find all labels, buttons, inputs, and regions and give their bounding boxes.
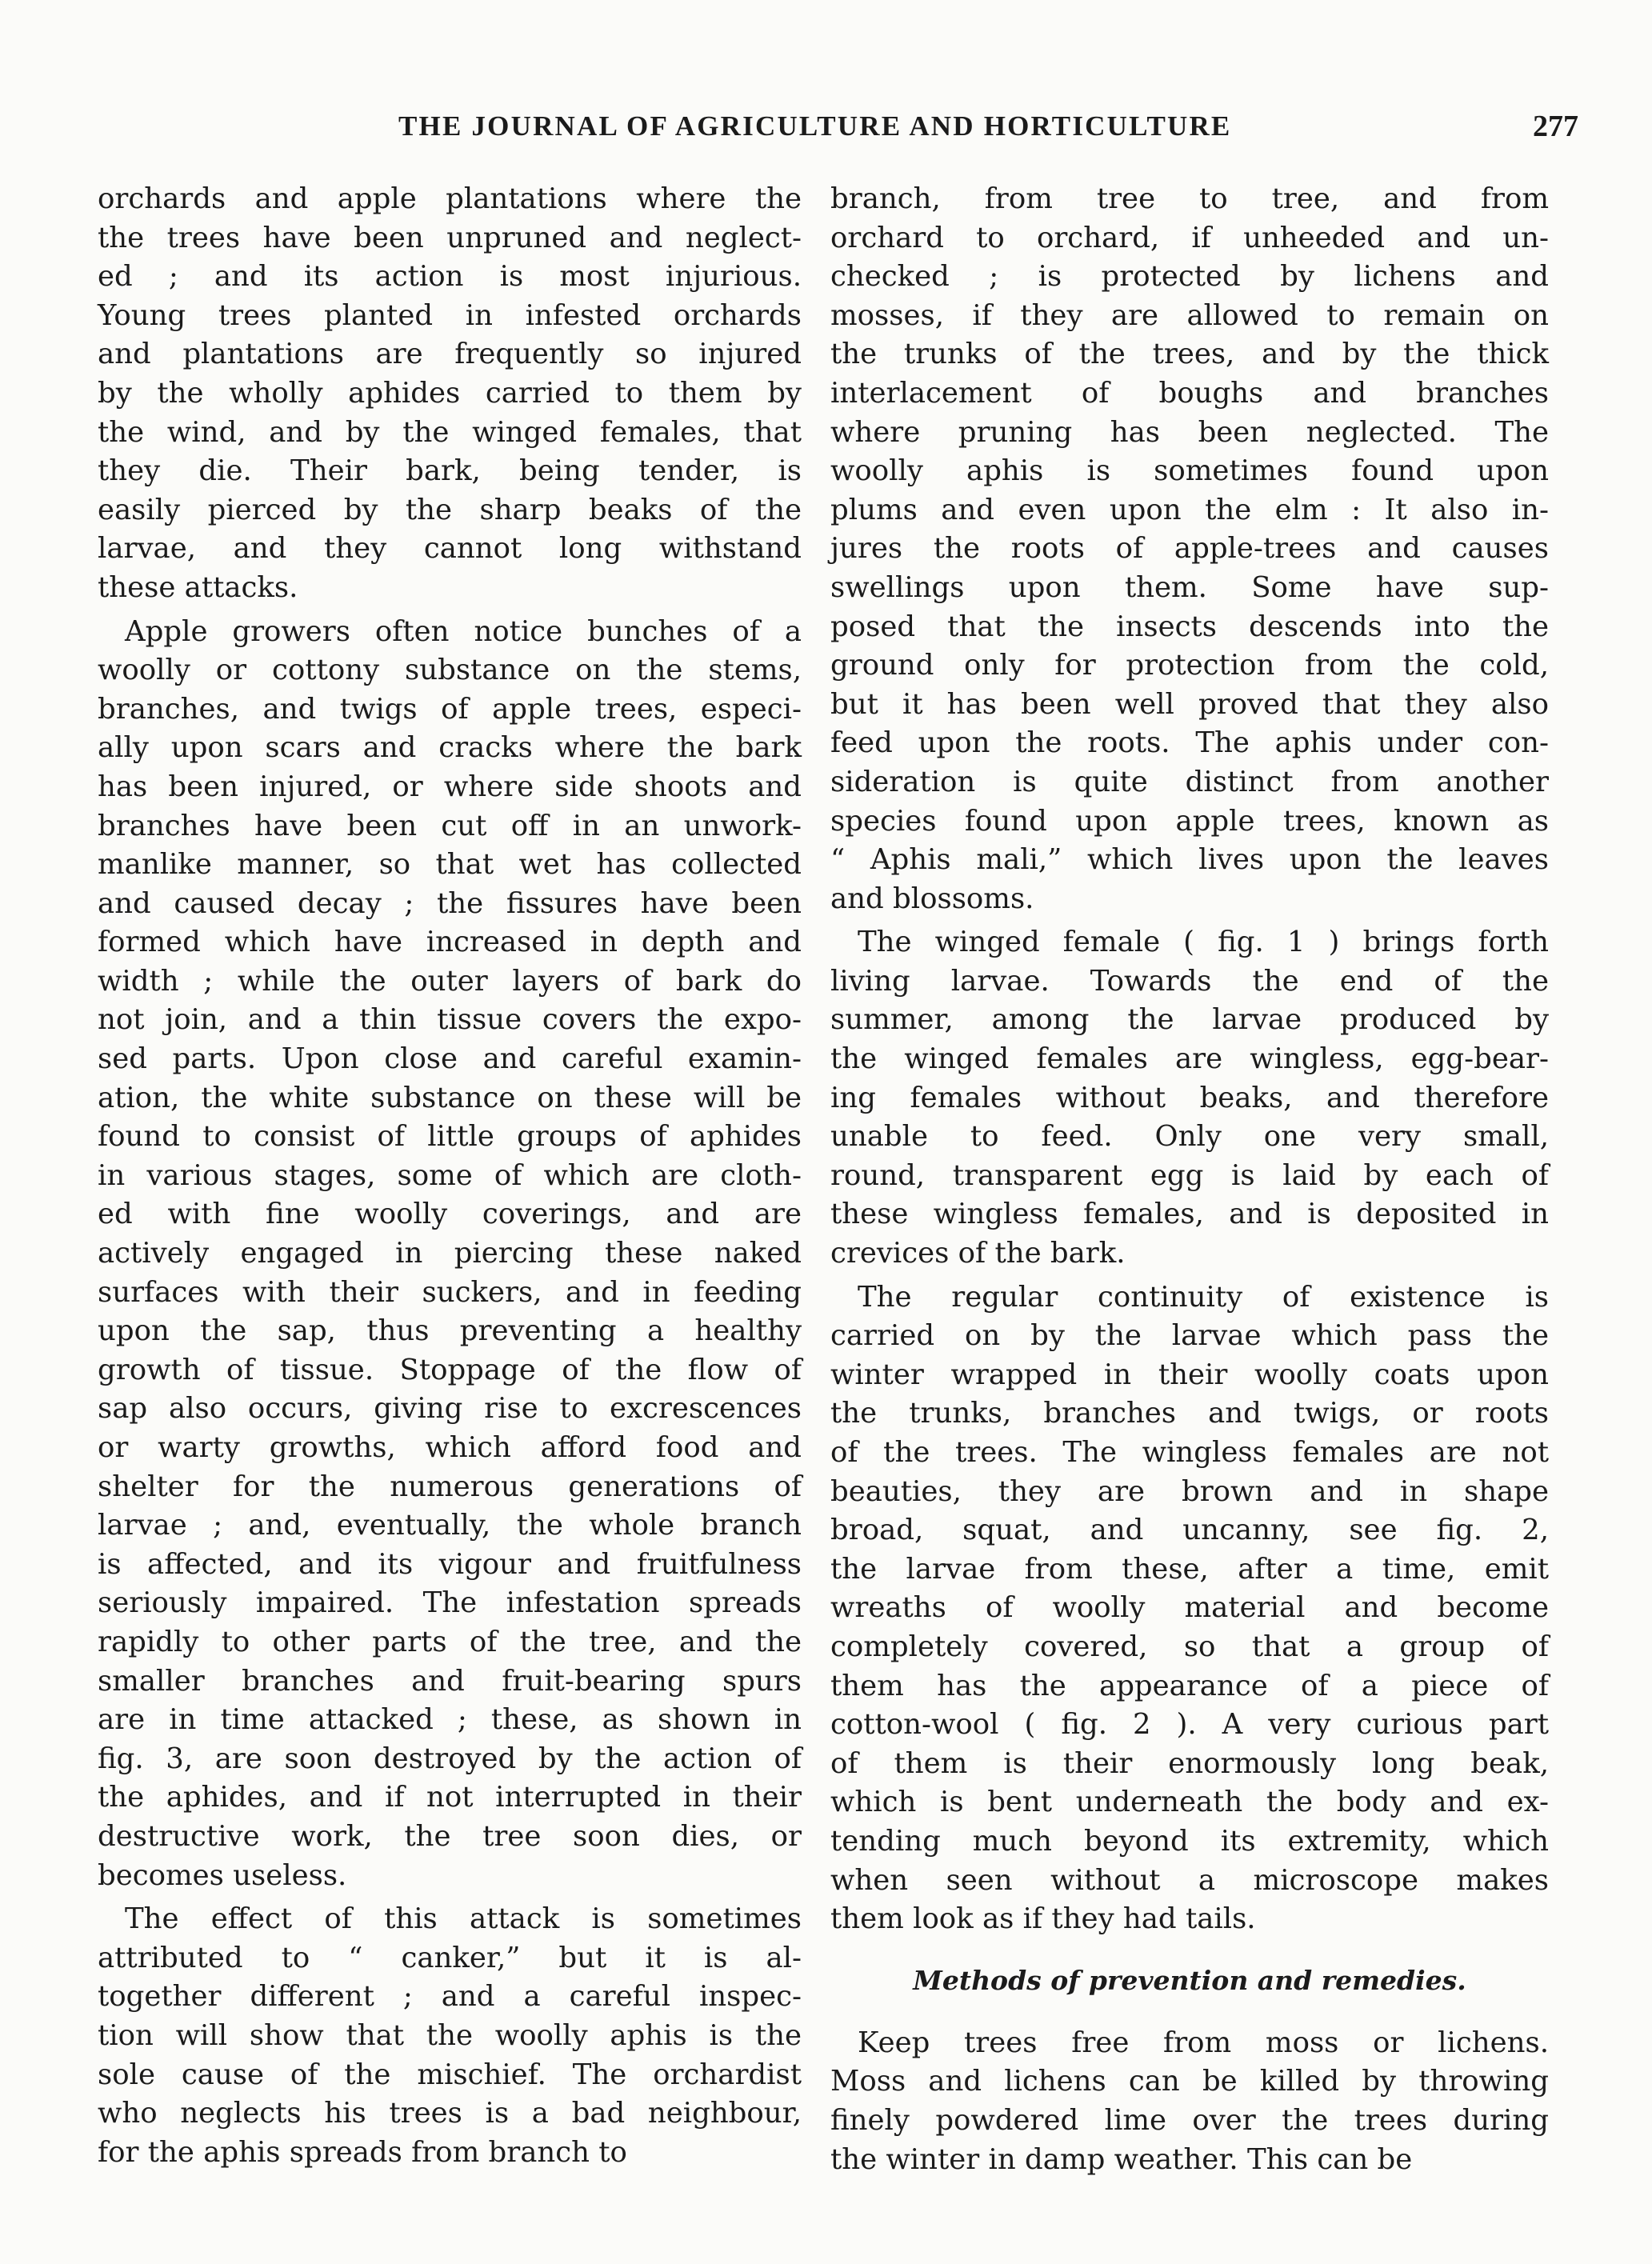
text-line: them look as if they had tails.	[830, 1902, 1256, 1936]
paragraph	[830, 2024, 1549, 2179]
text-line: fig. 3, are soon destroyed by the action of	[98, 1742, 802, 1775]
text-line: the wind, and by the winged females, that	[98, 415, 802, 449]
text-line: not join, and a thin tissue covers the expo-	[98, 1003, 802, 1037]
text-line: these wingless females, and is deposited in	[830, 1198, 1549, 1231]
text-line: surfaces with their suckers, and in feeding	[98, 1275, 802, 1309]
page-number: 277	[1533, 110, 1578, 143]
text-line: the trunks of the trees, and by the thick	[830, 338, 1549, 371]
paragraph	[98, 1900, 802, 2172]
left-column	[98, 180, 802, 2177]
text-line: tending much beyond its extremity, which	[830, 1824, 1549, 1858]
paragraph	[98, 613, 802, 1896]
text-line: and caused decay ; the fissures have been	[98, 886, 802, 920]
text-line: has been injured, or where side shoots and	[98, 770, 802, 803]
text-line: woolly aphis is sometimes found upon	[830, 454, 1549, 488]
text-line: feed upon the roots. The aphis under con-	[830, 726, 1549, 760]
text-line: orchards and apple plantations where the	[98, 182, 802, 215]
text-line: shelter for the numerous generations of	[98, 1470, 802, 1503]
text-line: branches, and twigs of apple trees, especi-	[98, 692, 802, 726]
text-line: actively engaged in piercing these naked	[98, 1237, 802, 1270]
text-line: the trees have been unpruned and neglect-	[98, 221, 802, 254]
text-line: for the aphis spreads from branch to	[98, 2135, 627, 2169]
text-line: ation, the white substance on these will be	[98, 1081, 802, 1114]
text-line: manlike manner, so that wet has collected	[98, 848, 802, 882]
text-line: ground only for protection from the cold,	[830, 649, 1549, 682]
text-line: ing females without beaks, and therefore	[830, 1081, 1549, 1114]
text-line: in various stages, some of which are cloth-	[98, 1158, 802, 1192]
text-line: The effect of this attack is sometimes	[125, 1902, 802, 1936]
text-line: of the trees. The wingless females are not	[830, 1436, 1549, 1469]
text-line: living larvae. Towards the end of the	[830, 964, 1549, 998]
text-line: but it has been well proved that they also	[830, 687, 1549, 721]
text-line: completely covered, so that a group of	[830, 1630, 1549, 1663]
text-line: together different ; and a careful inspec-	[98, 1980, 802, 2014]
text-line: Keep trees free from moss or lichens.	[858, 2026, 1549, 2059]
text-line: easily pierced by the sharp beaks of the	[98, 493, 802, 526]
running-header	[86, 110, 1618, 158]
text-line: which is bent underneath the body and ex-	[830, 1786, 1549, 1819]
text-line: larvae, and they cannot long withstand	[98, 532, 802, 566]
text-line: of them is their enormously long beak,	[830, 1746, 1549, 1780]
text-line: growth of tissue. Stoppage of the flow of	[98, 1353, 802, 1386]
text-line: by the wholly aphides carried to them by	[98, 376, 802, 410]
text-line: are in time attacked ; these, as shown in	[98, 1703, 802, 1737]
text-line: the winged females are wingless, egg-bear-	[830, 1042, 1549, 1076]
text-line: or warty growths, which afford food and	[98, 1431, 802, 1464]
text-line: Moss and lichens can be killed by throwing	[830, 2065, 1549, 2098]
text-line: finely powdered lime over the trees during	[830, 2103, 1549, 2137]
text-line: and blossoms.	[830, 882, 1034, 915]
text-line: is affected, and its vigour and fruitfulness	[98, 1547, 802, 1581]
text-line: found to consist of little groups of aphides	[98, 1120, 802, 1154]
text-line: The winged female ( fig. 1 ) brings forth	[858, 926, 1549, 959]
text-line: tion will show that the woolly aphis is the	[98, 2018, 802, 2052]
text-line: The regular continuity of existence is	[858, 1280, 1549, 1314]
text-line: swellings upon them. Some have sup-	[830, 570, 1549, 604]
section-heading: Methods of prevention and remedies.	[913, 1964, 1466, 1996]
text-line: crevices of the bark.	[830, 1237, 1126, 1270]
text-line: becomes useless.	[98, 1858, 347, 1892]
text-line: these attacks.	[98, 570, 298, 604]
text-line: Young trees planted in infested orchards	[98, 298, 802, 332]
text-line: the trunks, branches and twigs, or roots	[830, 1397, 1549, 1430]
paragraph	[830, 923, 1549, 1273]
text-line: round, transparent egg is laid by each of	[830, 1158, 1549, 1192]
text-line: branches have been cut off in an unwork-	[98, 809, 802, 842]
text-line: ally upon scars and cracks where the bark	[98, 731, 802, 765]
text-line: sideration is quite distinct from another	[830, 765, 1549, 798]
journal-title: THE JOURNAL OF AGRICULTURE AND HORTICULTURE	[398, 110, 1232, 142]
text-line: wreaths of woolly material and become	[830, 1591, 1549, 1625]
text-line: woolly or cottony substance on the stems,	[98, 654, 802, 687]
text-line: sed parts. Upon close and careful examin-	[98, 1042, 802, 1076]
text-line: destructive work, the tree soon dies, or	[98, 1819, 802, 1853]
text-line: them has the appearance of a piece of	[830, 1669, 1549, 1702]
text-line: rapidly to other parts of the tree, and the	[98, 1625, 802, 1658]
text-line: who neglects his trees is a bad neighbour,	[98, 2097, 802, 2130]
text-line: checked ; is protected by lichens and	[830, 260, 1549, 294]
text-line: width ; while the outer layers of bark do	[98, 964, 802, 998]
paragraph	[830, 180, 1549, 918]
text-line: attributed to “ canker,” but it is al-	[98, 1941, 802, 1974]
right-column	[830, 180, 1549, 2184]
text-line: species found upon apple trees, known as	[830, 804, 1549, 838]
text-line: carried on by the larvae which pass the	[830, 1319, 1549, 1353]
text-line: plums and even upon the elm : It also in-	[830, 493, 1549, 526]
text-line: seriously impaired. The infestation spreads	[98, 1586, 802, 1620]
text-line: beauties, they are brown and in shape	[830, 1474, 1549, 1508]
text-line: orchard to orchard, if unheeded and un-	[830, 221, 1549, 254]
text-line: smaller branches and fruit-bearing spurs	[98, 1664, 802, 1698]
text-line: winter wrapped in their woolly coats upon	[830, 1358, 1549, 1391]
text-line: the aphides, and if not interrupted in their	[98, 1781, 802, 1814]
text-line: when seen without a microscope makes	[830, 1863, 1549, 1897]
text-line: branch, from tree to tree, and from	[830, 182, 1549, 215]
text-line: interlacement of boughs and branches	[830, 376, 1549, 410]
text-line: Apple growers often notice bunches of a	[125, 614, 802, 648]
text-line: cotton-wool ( fig. 2 ). A very curious part	[830, 1708, 1549, 1742]
text-line: sole cause of the mischief. The orchardist	[98, 2058, 802, 2091]
text-line: mosses, if they are allowed to remain on	[830, 298, 1549, 332]
paragraph	[830, 1278, 1549, 1939]
text-line: formed which have increased in depth and	[98, 926, 802, 959]
paragraph	[98, 180, 802, 608]
text-line: “ Aphis mali,” which lives upon the leaves	[830, 843, 1549, 877]
text-line: larvae ; and, eventually, the whole branch	[98, 1509, 802, 1542]
text-line: ed ; and its action is most injurious.	[98, 260, 802, 294]
text-line: ed with fine woolly coverings, and are	[98, 1198, 802, 1231]
text-line: upon the sap, thus preventing a healthy	[98, 1314, 802, 1348]
text-line: jures the roots of apple-trees and causes	[830, 532, 1549, 566]
text-line: the winter in damp weather. This can be	[830, 2142, 1413, 2176]
text-line: and plantations are frequently so injured	[98, 338, 802, 371]
text-line: broad, squat, and uncanny, see fig. 2,	[830, 1514, 1549, 1547]
text-line: sap also occurs, giving rise to excrescences	[98, 1392, 802, 1426]
text-line: unable to feed. Only one very small,	[830, 1120, 1549, 1154]
text-line: the larvae from these, after a time, emit	[830, 1552, 1549, 1586]
text-line: they die. Their bark, being tender, is	[98, 454, 802, 488]
text-line: posed that the insects descends into the	[830, 610, 1549, 643]
text-line: summer, among the larvae produced by	[830, 1003, 1549, 1037]
text-line: where pruning has been neglected. The	[830, 415, 1549, 449]
